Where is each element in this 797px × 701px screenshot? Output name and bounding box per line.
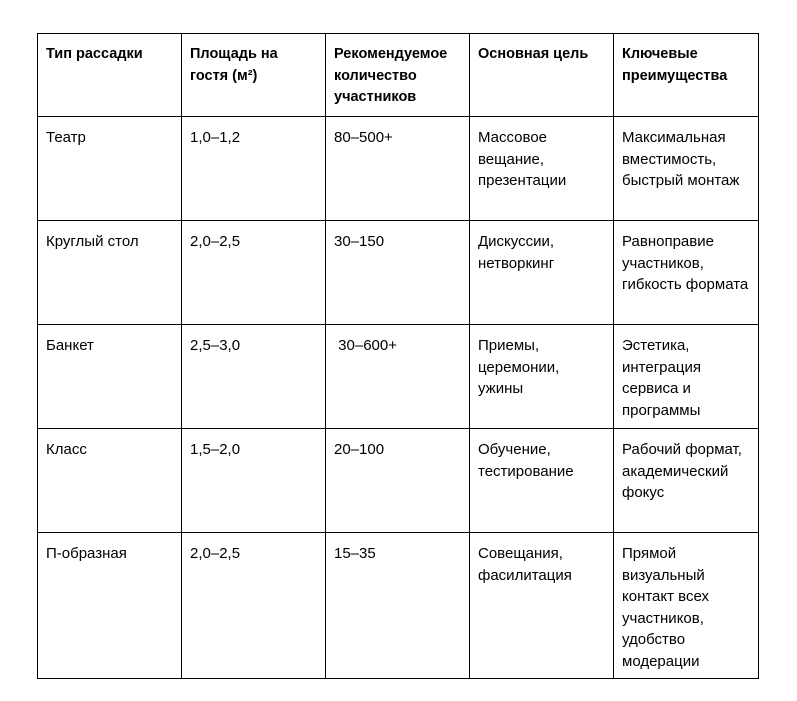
cell-area-per-guest: 2,0–2,5 (182, 533, 326, 679)
table-row (38, 221, 759, 325)
cell-participants: 30–150 (326, 221, 470, 325)
header-key-advantages: Ключевые преимущества (614, 34, 759, 117)
cell-area-per-guest: 1,5–2,0 (182, 429, 326, 533)
cell-participants: 20–100 (326, 429, 470, 533)
cell-key-advantages: Прямой визуальный контакт всех участников, удобство модерации (614, 533, 759, 679)
cell-area-per-guest: 1,0–1,2 (182, 117, 326, 221)
cell-key-advantages: Максимальная вместимость, быстрый монтаж (614, 117, 759, 221)
cell-seating-type: Круглый стол (38, 221, 182, 325)
cell-seating-type: Театр (38, 117, 182, 221)
seating-comparison-table (37, 33, 759, 679)
table-row (38, 325, 759, 429)
cell-main-goal: Дискуссии, нетворкинг (470, 221, 614, 325)
table-header-row (38, 34, 759, 117)
header-area-per-guest: Площадь на гостя (м²) (182, 34, 326, 117)
cell-participants: 15–35 (326, 533, 470, 679)
cell-main-goal: Приемы, церемонии, ужины (470, 325, 614, 429)
cell-participants: 30–600+ (326, 325, 470, 429)
header-seating-type: Тип рассадки (38, 34, 182, 117)
cell-area-per-guest: 2,0–2,5 (182, 221, 326, 325)
table-row (38, 533, 759, 679)
table-row (38, 429, 759, 533)
table-row (38, 117, 759, 221)
cell-area-per-guest: 2,5–3,0 (182, 325, 326, 429)
cell-participants: 80–500+ (326, 117, 470, 221)
cell-seating-type: П-образная (38, 533, 182, 679)
cell-main-goal: Массовое вещание, презентации (470, 117, 614, 221)
cell-key-advantages: Эстетика, интеграция сервиса и программы (614, 325, 759, 429)
cell-main-goal: Обучение, тестирование (470, 429, 614, 533)
header-recommended-participants: Рекомендуемое количество участников (326, 34, 470, 117)
cell-seating-type: Класс (38, 429, 182, 533)
cell-seating-type: Банкет (38, 325, 182, 429)
header-main-goal: Основная цель (470, 34, 614, 117)
cell-key-advantages: Равноправие участников, гибкость формата (614, 221, 759, 325)
cell-key-advantages: Рабочий формат, академический фокус (614, 429, 759, 533)
cell-main-goal: Совещания, фасилитация (470, 533, 614, 679)
